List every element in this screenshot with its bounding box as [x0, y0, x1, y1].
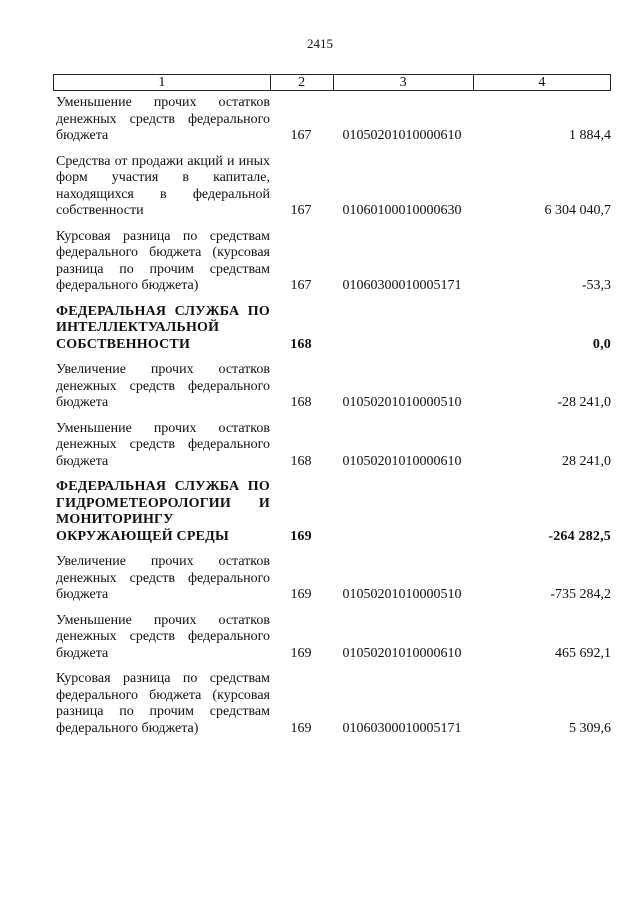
row-name: ФЕДЕРАЛЬНАЯ СЛУЖБА ПО ИНТЕЛЛЕКТУАЛЬНОЙ СОБСТВЕННОСТИ	[56, 303, 270, 352]
row-code: 167	[290, 203, 312, 218]
row-kbk: 01050201010000510	[342, 587, 462, 602]
table-row	[53, 362, 611, 412]
header-col-1: 1	[158, 75, 166, 90]
row-kbk: 01060100010000630	[342, 203, 462, 218]
row-code: 168	[290, 336, 312, 352]
row-code: 167	[290, 128, 312, 143]
table-row	[53, 229, 611, 295]
row-kbk: 01050201010000610	[342, 453, 462, 469]
row-amount: 0,0	[592, 336, 611, 352]
row-code: 169	[290, 645, 312, 661]
row-amount: -735 284,2	[550, 587, 611, 602]
row-code: 169	[290, 587, 312, 602]
budget-table	[53, 74, 611, 737]
table-body	[53, 95, 611, 737]
header-col-3: 3	[333, 75, 473, 90]
row-name: Курсовая разница по средствам федерального бюджета (курсовая разница по прочим средствам федерального бюджета)	[56, 228, 270, 293]
row-code: 169	[290, 720, 312, 736]
row-kbk: 01060300010005171	[342, 720, 462, 736]
row-name: Увеличение прочих остатков денежных средств федерального бюджета	[56, 554, 270, 602]
row-kbk: 01050201010000610	[342, 128, 462, 143]
row-kbk: 01050201010000610	[342, 645, 462, 661]
table-row	[53, 671, 611, 737]
row-code: 168	[290, 395, 312, 410]
table-row	[53, 421, 611, 471]
row-amount: 5 309,6	[569, 720, 611, 736]
table-row	[53, 554, 611, 604]
row-code: 168	[290, 453, 312, 469]
table-row	[53, 95, 611, 145]
table-header	[53, 74, 611, 91]
row-amount: -28 241,0	[557, 395, 611, 410]
row-name: Курсовая разница по средствам федерального бюджета (курсовая разница по прочим средствам федерального бюджета)	[56, 671, 270, 736]
row-name: Уменьшение прочих остатков денежных средств федерального бюджета	[56, 420, 270, 469]
row-amount: -264 282,5	[548, 528, 611, 544]
row-name: ФЕДЕРАЛЬНАЯ СЛУЖБА ПО ГИДРОМЕТЕОРОЛОГИИ И МОНИТОРИНГУ ОКРУЖАЮЩЕЙ СРЕДЫ	[56, 479, 270, 544]
table-row	[53, 154, 611, 220]
row-code: 169	[290, 528, 312, 544]
row-name: Средства от продажи акций и иных форм участия в капитале, находящихся в федеральной собственности	[56, 153, 270, 218]
table-row-section	[53, 479, 611, 545]
row-kbk: 01050201010000510	[342, 395, 462, 410]
row-name: Уменьшение прочих остатков денежных средств федерального бюджета	[56, 95, 270, 143]
row-name: Увеличение прочих остатков денежных средств федерального бюджета	[56, 362, 270, 410]
row-amount: 465 692,1	[555, 645, 611, 661]
table-row	[53, 613, 611, 663]
row-amount: 1 884,4	[569, 128, 611, 143]
table-row-section	[53, 304, 611, 354]
row-name: Уменьшение прочих остатков денежных средств федерального бюджета	[56, 612, 270, 661]
row-amount: 6 304 040,7	[544, 203, 611, 218]
header-col-2: 2	[270, 75, 333, 90]
row-amount: 28 241,0	[562, 453, 611, 469]
header-col-4: 4	[473, 75, 610, 90]
row-code: 167	[290, 278, 312, 293]
row-amount: -53,3	[581, 278, 611, 293]
row-kbk: 01060300010005171	[342, 278, 462, 293]
page-number: 2415	[307, 36, 333, 51]
